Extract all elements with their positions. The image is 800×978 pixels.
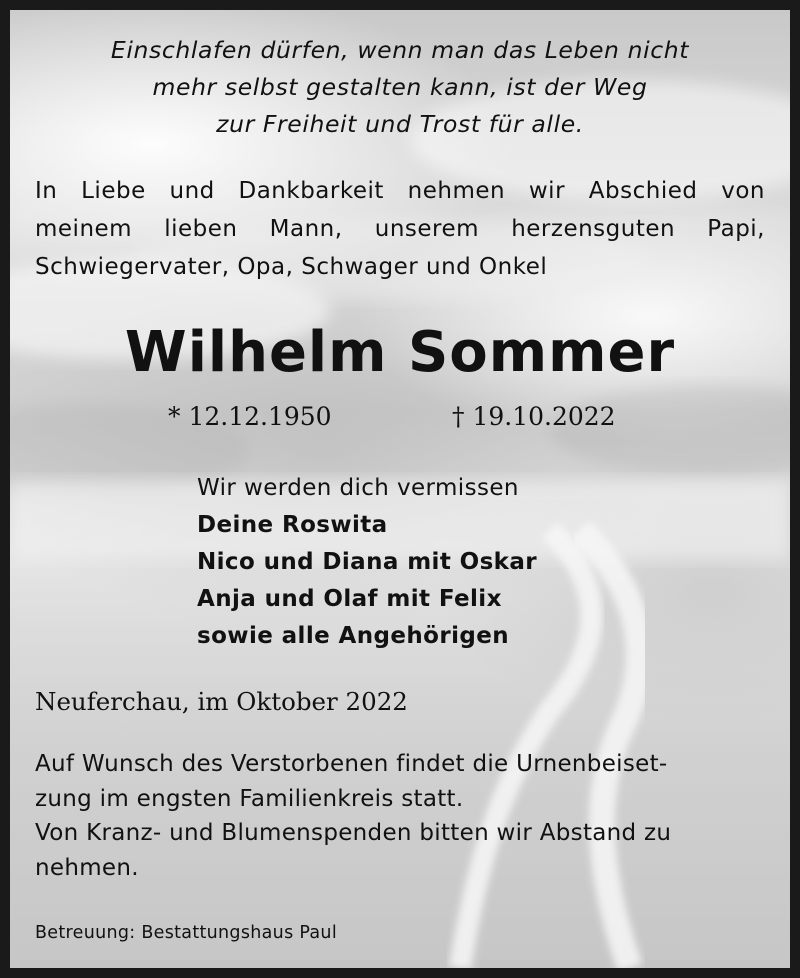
intro-line: meinem lieben Mann, unserem herzensguten Papi, [35,216,765,242]
closing-line: nehmen. [35,854,139,881]
funeral-home-credit: Betreuung: Bestattungshaus Paul [35,923,337,943]
quote-line: Einschlafen dürfen, wenn man das Leben nicht [110,36,690,64]
memorial-quote [10,32,790,143]
mourner-name: Nico und Diana mit Oskar [197,549,538,575]
closing-line: Von Kranz- und Blumenspenden bitten wir Abstand zu [35,820,672,846]
funeral-notice-text [35,747,765,885]
mourner-name: sowie alle Angehörigen [197,623,510,649]
mourner-name: Deine Roswita [197,512,388,538]
birth-date: * 12.12.1950 [168,402,332,431]
closing-line: zung im engsten Familienkreis statt. [35,785,464,812]
death-date: † 19.10.2022 [452,402,616,431]
quote-line: zur Freiheit und Trost für alle. [216,110,584,138]
mourners-intro: Wir werden dich vermissen [197,475,519,501]
closing-line: Auf Wunsch des Verstorbenen findet die Urnenbeiset- [35,751,668,777]
mourner-name: Anja und Olaf mit Felix [197,586,502,612]
farewell-intro [35,172,765,286]
intro-line: Schwiegervater, Opa, Schwager und Onkel [35,254,548,280]
deceased-name: Wilhelm Sommer [124,320,676,385]
intro-line: In Liebe und Dankbarkeit nehmen wir Abschied von [35,178,765,204]
quote-line: mehr selbst gestalten kann, ist der Weg [152,73,648,101]
mourners-list [197,470,537,655]
place-and-date: Neuferchau, im Oktober 2022 [35,687,408,716]
